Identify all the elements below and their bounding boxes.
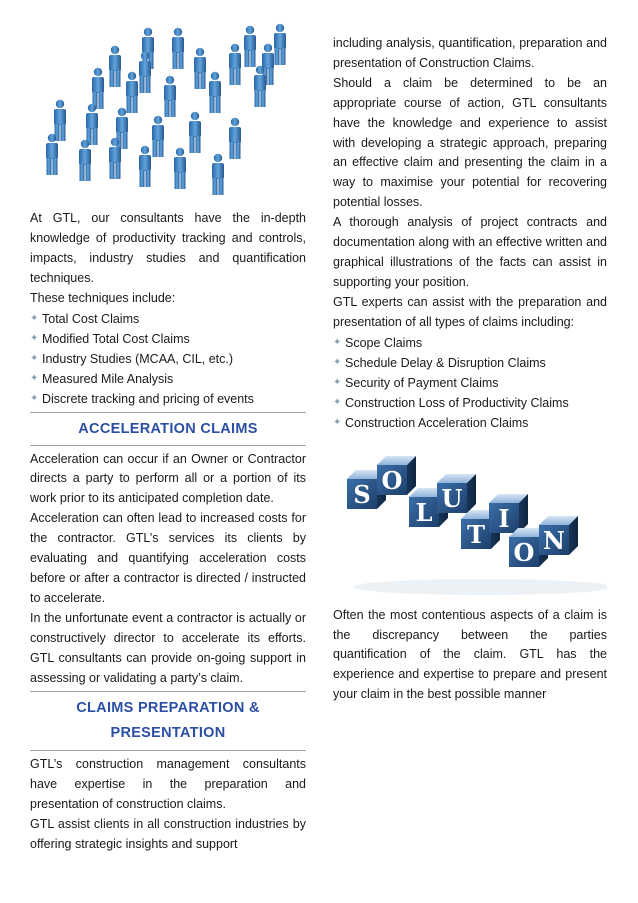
left-column [30,22,306,855]
people-figures-image [30,22,306,204]
claims-preparation-heading-line1: CLAIMS PREPARATION & [76,700,260,717]
claim-types-list [333,333,607,434]
should-paragraph: Should a claim be determined to be an appropriate course of action, GTL consultants have the knowledge and experience to assist with developing a strategic approach, preparing an effective claim and presenting the claim in a way to maximise your potential for recovering potential losses. [333,75,607,210]
list-item: ✦ Modified Total Cost Claims [30,329,306,349]
solution-cube-8 [539,516,578,555]
right-column [333,34,607,705]
list-item: ✦ Scope Claims [333,333,607,353]
preparation-paragraph-2: GTL assist clients in all construction industries by offering strategic insights and support [30,817,306,852]
list-item: ✦ Total Cost Claims [30,309,306,329]
solution-cube-6 [489,494,528,533]
claims-preparation-heading-line2: PRESENTATION [110,725,226,742]
thorough-paragraph: A thorough analysis of project contracts and documentation along with an effective written and graphical illustrations of the facts can assist in supporting your position. [333,215,607,289]
sparkle-bullet-icon: ✦ [333,336,342,348]
cube-group [347,456,578,567]
sparkle-bullet-icon: ✦ [30,393,39,405]
sparkle-bullet-icon: ✦ [333,356,342,368]
techniques-label: These techniques include: [30,290,176,305]
list-item: ✦ Security of Payment Claims [333,373,607,393]
acceleration-claims-heading: ACCELERATION CLAIMS [78,420,258,437]
list-item: ✦ Discrete tracking and pricing of events [30,389,306,409]
acceleration-paragraph-2: Acceleration can often lead to increased costs for the contractor. GTL’s services its clients by evaluating and quantifying acceleration costs before or after a contractor is directed / instructed to accelerate. [30,511,306,605]
solution-letter: T [467,519,485,549]
solution-cubes-image [333,455,607,601]
techniques-list [30,309,306,410]
solution-letter: O [513,537,535,567]
solution-letter: I [498,503,510,533]
experts-paragraph: GTL experts can assist with the preparation and presentation of all types of claims including: [333,294,607,329]
solution-letter: L [415,497,433,527]
acceleration-paragraph-3: In the unfortunate event a contractor is actually or constructively director to accelerate its efforts. GTL consultants can provide on-going support in assessing or validating a party’s claim. [30,610,306,685]
solution-cube-4 [437,474,476,513]
sparkle-bullet-icon: ✦ [333,397,342,409]
sparkle-bullet-icon: ✦ [30,332,39,344]
sparkle-bullet-icon: ✦ [333,377,342,388]
intro-paragraph: At GTL, our consultants have the in-depth knowledge of productivity tracking and controls, impacts, industry studies and quantification techniques. [30,211,306,285]
solution-letter: U [441,483,463,513]
divider [30,445,306,446]
sparkle-bullet-icon: ✦ [30,373,39,385]
divider [30,412,306,413]
preparation-paragraph-1: GTL’s construction management consultants have expertise in the preparation and presentation of construction claims. [30,757,306,812]
acceleration-paragraph-1: Acceleration can occur if an Owner or Contractor directs a party to perform all or a portion of its work prior to its anticipated completion date. [30,451,306,506]
list-item: ✦ Construction Acceleration Claims [333,413,607,433]
list-item: ✦ Industry Studies (MCAA, CIL, etc.) [30,349,306,369]
divider [30,691,306,692]
sparkle-bullet-icon: ✦ [30,352,39,364]
contentious-paragraph [333,606,607,706]
solution-cube-2 [377,456,416,495]
solution-letter: N [543,525,565,555]
solution-letter: O [381,465,403,495]
sparkle-bullet-icon: ✦ [30,312,39,324]
list-item: ✦ Measured Mile Analysis [30,369,306,389]
solution-letter: S [353,479,371,509]
list-item: ✦ Construction Loss of Productivity Claims [333,393,607,413]
divider [30,750,306,751]
list-item: ✦ Schedule Delay & Disruption Claims [333,353,607,373]
sparkle-bullet-icon: ✦ [333,417,342,429]
continued-paragraph: including analysis, quantification, preparation and presentation of Construction Claims. [333,36,607,70]
contentious-text: Often the most contentious aspects of a claim is the discrepancy between the parties quantification of the claim. GTL has the experience and expertise to prepare and present your claim in the best possible manner [333,607,607,702]
